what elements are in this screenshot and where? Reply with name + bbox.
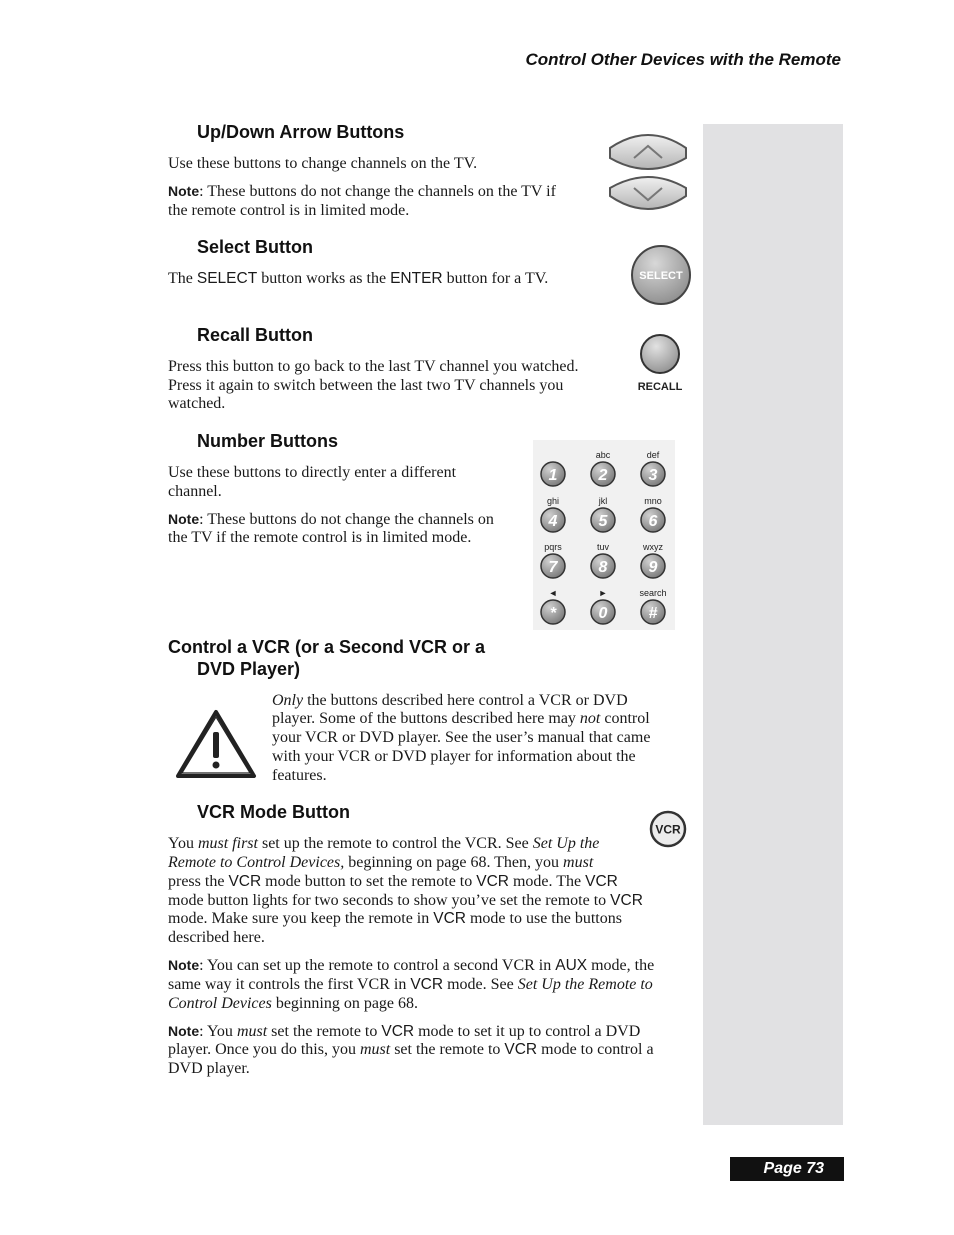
keypad-letters: mno	[644, 496, 662, 506]
text: set the remote to	[390, 1041, 505, 1058]
text: must first	[197, 835, 258, 852]
keypad-digit: 0	[598, 605, 608, 622]
keypad-digit: 3	[648, 467, 658, 484]
vcrmode-note2-line-3: DVD player.	[168, 1060, 250, 1077]
text: control	[600, 710, 650, 727]
vcrmode-note2-line-1	[168, 1022, 640, 1041]
text: mode. See	[443, 976, 518, 993]
recall-button-icon	[636, 333, 686, 395]
vcrmode-line-1	[168, 834, 599, 853]
text: mode button lights for two seconds to show you’ve set the remote to	[168, 892, 611, 909]
select-body	[168, 269, 548, 288]
text: : You	[199, 1023, 237, 1040]
keyword: AUX	[555, 957, 588, 974]
select-heading: Select Button	[197, 237, 314, 257]
text: must	[236, 1023, 268, 1040]
text: mode to use the buttons	[465, 910, 622, 927]
vcr-warning-2	[272, 709, 650, 728]
text: Only	[272, 692, 304, 709]
keypad-letters: ►	[598, 588, 608, 598]
text: You	[168, 835, 198, 852]
select-button-icon	[630, 244, 692, 306]
updown-body: Use these buttons to change channels on the TV.	[168, 155, 478, 172]
vcr-button-icon	[648, 809, 690, 851]
up-down-arrow-icon	[604, 130, 692, 218]
vcrmode-note1-line-3	[168, 994, 418, 1013]
vcrmode-note2-line-2	[168, 1040, 654, 1059]
text: must	[563, 854, 594, 871]
keypad-letters: tuv	[596, 542, 610, 552]
text: mode. Make sure you keep the remote in	[168, 910, 434, 927]
note-label: Note	[168, 1023, 200, 1039]
keyword: VCR	[504, 1041, 538, 1058]
keypad-key-6	[641, 496, 665, 532]
text: player. Some of the buttons described here may	[272, 710, 580, 727]
number-body-2: channel.	[168, 483, 222, 500]
keypad-letters: def	[646, 450, 660, 460]
text: mode. The	[508, 873, 586, 890]
vcr-heading-1: Control a VCR (or a Second VCR or a	[168, 637, 486, 657]
keypad-key-7	[541, 542, 565, 578]
text: same way it controls the first VCR in	[168, 976, 411, 993]
keyword: VCR	[585, 873, 618, 890]
number-note-2: the TV if the remote control is in limited mode.	[168, 529, 472, 546]
keypad-digit: #	[648, 605, 658, 622]
vcr-warning-5: features.	[272, 767, 327, 784]
text: beginning on page 68. Then, you	[344, 854, 564, 871]
keypad-letters: search	[639, 588, 667, 598]
updown-note-2: the remote control is in limited mode.	[168, 202, 410, 219]
text: mode, the	[587, 957, 655, 974]
vcr-heading-2: DVD Player)	[197, 659, 301, 679]
vcrmode-line-6: described here.	[168, 929, 265, 946]
vcrmode-line-3	[168, 872, 618, 891]
number-note	[168, 510, 494, 529]
keypad-letters: wxyz	[643, 542, 663, 552]
keypad-key-hash	[639, 588, 666, 624]
keypad-digit: 5	[598, 513, 608, 530]
recall-button-label: RECALL	[637, 381, 683, 393]
keypad-digit: 2	[598, 467, 608, 484]
keypad-digit: 6	[648, 513, 658, 530]
text: set the remote to	[267, 1023, 382, 1040]
updown-note	[168, 182, 556, 201]
keypad-letters: abc	[595, 450, 611, 460]
vcr-warning-3: your VCR or DVD player. See the user’s manual that came	[272, 729, 651, 746]
keypad-letters: jkl	[598, 496, 608, 506]
keyword: VCR	[476, 873, 509, 890]
recall-heading: Recall Button	[197, 325, 314, 345]
keyword: VCR	[228, 873, 262, 890]
text: player. Once you do this, you	[168, 1041, 360, 1058]
text: button for a TV.	[442, 270, 549, 287]
page-header-title: Control Other Devices with the Remote	[525, 50, 841, 69]
select-button-label: SELECT	[639, 270, 683, 282]
keypad-key-1	[541, 462, 565, 486]
keypad-letters: ◄	[548, 588, 558, 598]
recall-body-1: Press this button to go back to the last TV channel you watched.	[168, 358, 579, 375]
keypad-digit: *	[549, 605, 557, 622]
note-text: : These buttons do not change the channels on	[199, 511, 494, 528]
vcrmode-line-2	[168, 853, 593, 872]
text: Remote to Control Devices,	[168, 854, 345, 871]
text: set up the remote to control the VCR. See	[257, 835, 533, 852]
page-number-badge: Page 73	[730, 1157, 844, 1181]
warning-icon	[174, 708, 258, 780]
text: mode to set it up to control a DVD	[414, 1023, 641, 1040]
note-label: Note	[168, 183, 200, 199]
keyword: VCR	[433, 910, 466, 927]
text: : You can set up the remote to control a second VCR in	[199, 957, 556, 974]
keypad-digit: 8	[598, 559, 608, 576]
vcrmode-note1-line-1	[168, 956, 654, 975]
keypad-digit: 7	[548, 559, 558, 576]
text: Control Devices	[168, 995, 272, 1012]
keyword: ENTER	[390, 270, 443, 287]
keyword: VCR	[610, 892, 643, 909]
recall-body-2: Press it again to switch between the last two TV channels you	[168, 377, 564, 394]
text: The	[168, 270, 197, 287]
note-text: : These buttons do not change the channels on the TV if	[199, 183, 556, 200]
text: Set Up the	[532, 835, 600, 852]
number-heading: Number Buttons	[197, 431, 338, 451]
text: button works as the	[257, 270, 391, 287]
keypad-letters: pqrs	[544, 542, 562, 552]
text: mode to control a	[537, 1041, 654, 1058]
vcr-mode-heading: VCR Mode Button	[197, 802, 350, 822]
text: not	[579, 710, 601, 727]
text: press the	[168, 873, 229, 890]
updown-heading: Up/Down Arrow Buttons	[197, 122, 405, 142]
keypad-key-9	[641, 542, 665, 578]
text: must	[359, 1041, 391, 1058]
sidebar-panel	[703, 124, 843, 1125]
keyword: SELECT	[196, 270, 258, 287]
text: Set Up the Remote to	[517, 976, 653, 993]
keypad-digit: 4	[548, 513, 558, 530]
vcr-button-label: VCR	[655, 822, 681, 837]
vcrmode-line-4	[168, 891, 643, 910]
text: the buttons described here control a VCR or DVD	[303, 692, 628, 709]
vcr-warning-4: with your VCR or DVD player for information about the	[272, 748, 636, 765]
vcr-warning-1	[272, 691, 628, 710]
keypad-digit: 9	[648, 559, 658, 576]
keypad-digit: 1	[548, 467, 558, 484]
vcrmode-line-5	[168, 909, 622, 928]
note-label: Note	[168, 511, 200, 527]
keyword: VCR	[381, 1023, 415, 1040]
keyword: VCR	[410, 976, 444, 993]
number-keypad-icon	[533, 440, 675, 630]
text: mode button to set the remote to	[261, 873, 477, 890]
note-label: Note	[168, 957, 200, 973]
number-body-1: Use these buttons to directly enter a different	[168, 464, 457, 481]
recall-body-3: watched.	[168, 395, 226, 412]
keypad-letters: ghi	[546, 496, 560, 506]
text: beginning on page 68.	[271, 995, 419, 1012]
vcrmode-note1-line-2	[168, 975, 653, 994]
